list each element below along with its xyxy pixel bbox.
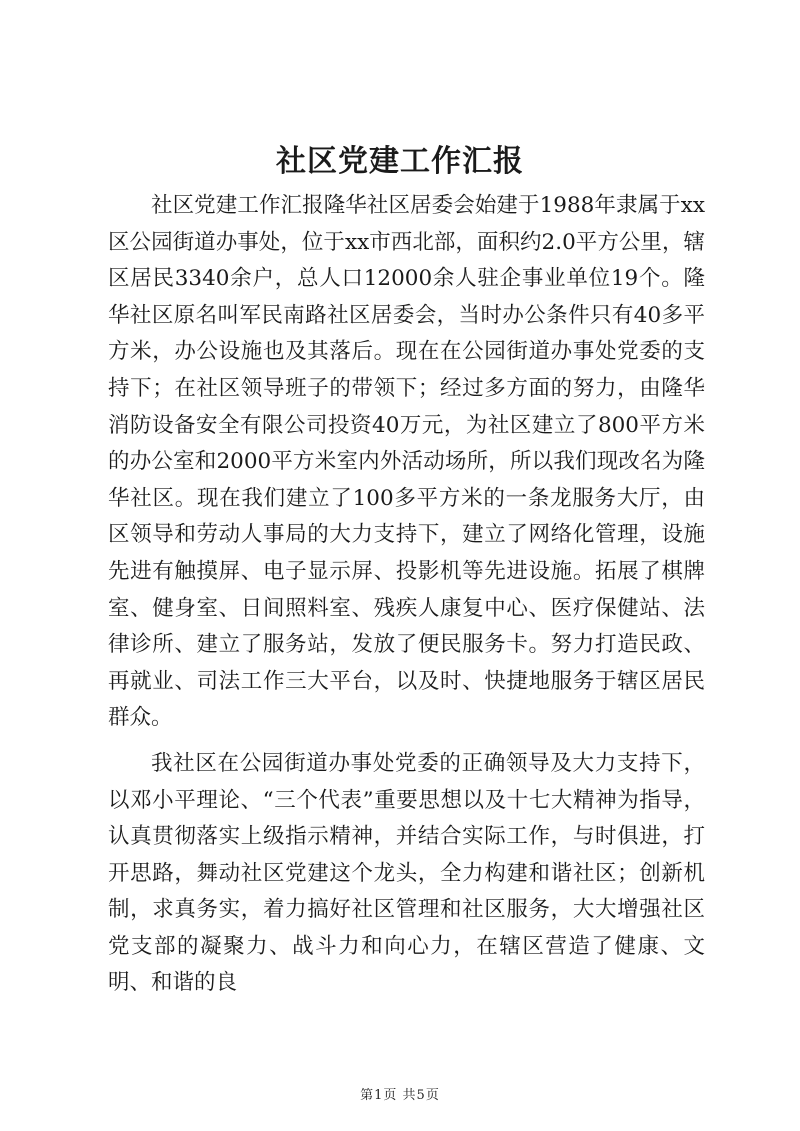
document-title: 社区党建工作汇报 [276, 144, 524, 179]
paragraph-2: 我社区在公园街道办事处党委的正确领导及大力支持下，以邓小平理论、“三个代表”重要思想以及十七大精神为指导，认真贯彻落实上级指示精神，并结合实际工作，与时俱进，打开思路，舞动社区党建这个龙头，全力构建和谐社区；创新机制，求真务实，着力搞好社区管理和社区服务，大大增强社区党支部的凝聚力、战斗力和向心力，在辖区营造了健康、文明、和谐的良 [108, 750, 705, 996]
document-body [108, 188, 705, 1002]
page-number-footer: 第1页 共5页 [360, 1088, 440, 1103]
paragraph-1: 社区党建工作汇报隆华社区居委会始建于1988年隶属于xx区公园街道办事处，位于xx市西北部，面积约2.0平方公里，辖区居民3340余户，总人口12000余人驻企事业单位19个。隆华社区原名叫军民南路社区居委会，当时办公条件只有40多平方米，办公设施也及其落后。现在在公园街道办事处党委的支持下；在社区领导班子的带领下；经过多方面的努力，由隆华消防设备安全有限公司投资40万元，为社区建立了800平方米的办公室和2000平方米室内外活动场所，所以我们现改名为隆华社区。现在我们建立了100多平方米的一条龙服务大厅，由区领导和劳动人事局的大力支持下，建立了网络化管理，设施先进有触摸屏、电子显示屏、投影机等先进设施。拓展了棋牌室、健身室、日间照料室、残疾人康复中心、医疗保健站、法律诊所、建立了服务站，发放了便民服务卡。努力打造民政、再就业、司法工作三大平台，以及时、快捷地服务于辖区居民群众。 [108, 193, 705, 731]
